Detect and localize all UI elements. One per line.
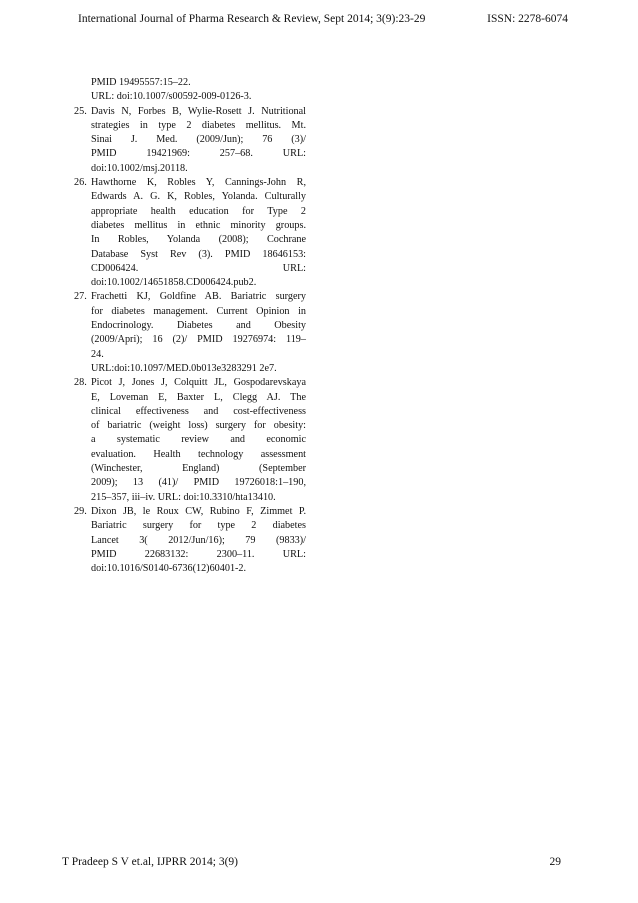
- page-footer: [62, 856, 561, 868]
- reference-line: appropriate health education for Type 2: [91, 205, 306, 217]
- reference-line: (Winchester, England) (September: [91, 463, 306, 475]
- journal-title: International Journal of Pharma Research & Review, Sept 2014; 3(9):23-29: [78, 13, 426, 25]
- reference-text: [91, 105, 306, 176]
- reference-line: In Robles, Yolanda (2008); Cochrane: [91, 234, 306, 246]
- reference-line: doi:10.1016/S0140-6736(12)60401-2.: [91, 563, 247, 575]
- reference-number: 29.: [74, 505, 87, 517]
- reference-line: URL:doi:10.1097/MED.0b013e3283291 2e7.: [91, 362, 277, 374]
- reference-line: 24.: [91, 348, 104, 360]
- reference-entry: [74, 105, 306, 176]
- reference-number: 28.: [74, 377, 87, 389]
- reference-line: Frachetti KJ, Goldfine AB. Bariatric surgery: [91, 291, 306, 303]
- reference-line: Davis N, Forbes B, Wylie-Rosett J. Nutritional: [91, 105, 306, 117]
- reference-entry: [74, 176, 306, 290]
- reference-entry: [74, 290, 306, 376]
- page-number: 29: [549, 856, 561, 868]
- reference-text: [91, 290, 306, 376]
- reference-number: 26.: [74, 177, 87, 189]
- reference-number: 25.: [74, 105, 87, 117]
- reference-line: CD006424. URL:: [91, 262, 306, 274]
- reference-line: Endocrinology. Diabetes and Obesity: [91, 320, 306, 332]
- reference-line: Picot J, Jones J, Colquitt JL, Gospodarevskaya: [91, 377, 306, 389]
- reference-line: for diabetes management. Current Opinion in: [91, 305, 306, 317]
- reference-line: clinical effectiveness and cost-effectiveness: [91, 405, 306, 417]
- reference-line: Dixon JB, le Roux CW, Rubino F, Zimmet P.: [91, 505, 306, 517]
- reference-line: (2009/Apri); 16 (2)/ PMID 19276974: 119–: [91, 334, 306, 346]
- reference-line: PMID 19495557:15–22.: [91, 77, 191, 88]
- reference-line: E, Loveman E, Baxter L, Clegg AJ. The: [91, 391, 306, 403]
- reference-text: [91, 376, 306, 505]
- reference-list: [74, 76, 306, 576]
- reference-line: PMID 22683132: 2300–11. URL:: [91, 548, 306, 560]
- reference-line: of bariatric (weight loss) surgery for obesity:: [91, 420, 306, 432]
- reference-line: PMID 19421969: 257–68. URL:: [91, 148, 306, 160]
- reference-line: URL: doi:10.1007/s00592-009-0126-3.: [91, 91, 252, 103]
- reference-line: Sinai J. Med. (2009/Jun); 76 (3)/: [91, 134, 306, 146]
- reference-continuation: [74, 76, 306, 105]
- running-header: [78, 13, 568, 25]
- reference-text: [91, 505, 306, 576]
- reference-entry: [74, 376, 306, 505]
- reference-line: Bariatric surgery for type 2 diabetes: [91, 520, 306, 532]
- reference-line: doi:10.1002/msj.20118.: [91, 162, 188, 174]
- reference-entry: [74, 505, 306, 576]
- reference-text: [91, 176, 306, 290]
- reference-line: Hawthorne K, Robles Y, Cannings-John R,: [91, 177, 306, 189]
- reference-line: evaluation. Health technology assessment: [91, 448, 306, 460]
- reference-line: doi:10.1002/14651858.CD006424.pub2.: [91, 277, 257, 289]
- reference-line: diabetes mellitus in ethnic minority groups.: [91, 219, 306, 231]
- reference-line: a systematic review and economic: [91, 434, 306, 446]
- reference-line: Database Syst Rev (3). PMID 18646153:: [91, 248, 306, 260]
- footer-citation: T Pradeep S V et.al, IJPRR 2014; 3(9): [62, 856, 239, 868]
- reference-line: 2009); 13 (41)/ PMID 19726018:1–190,: [91, 477, 306, 489]
- reference-line: Edwards A. G. K, Robles, Yolanda. Culturally: [91, 191, 306, 203]
- reference-line: strategies in type 2 diabetes mellitus. Mt.: [91, 119, 306, 131]
- issn: ISSN: 2278-6074: [487, 13, 568, 25]
- reference-line: 215–357, iii–iv. URL: doi:10.3310/hta13410.: [91, 491, 276, 503]
- reference-number: 27.: [74, 291, 87, 303]
- reference-line: Lancet 3( 2012/Jun/16); 79 (9833)/: [91, 534, 306, 546]
